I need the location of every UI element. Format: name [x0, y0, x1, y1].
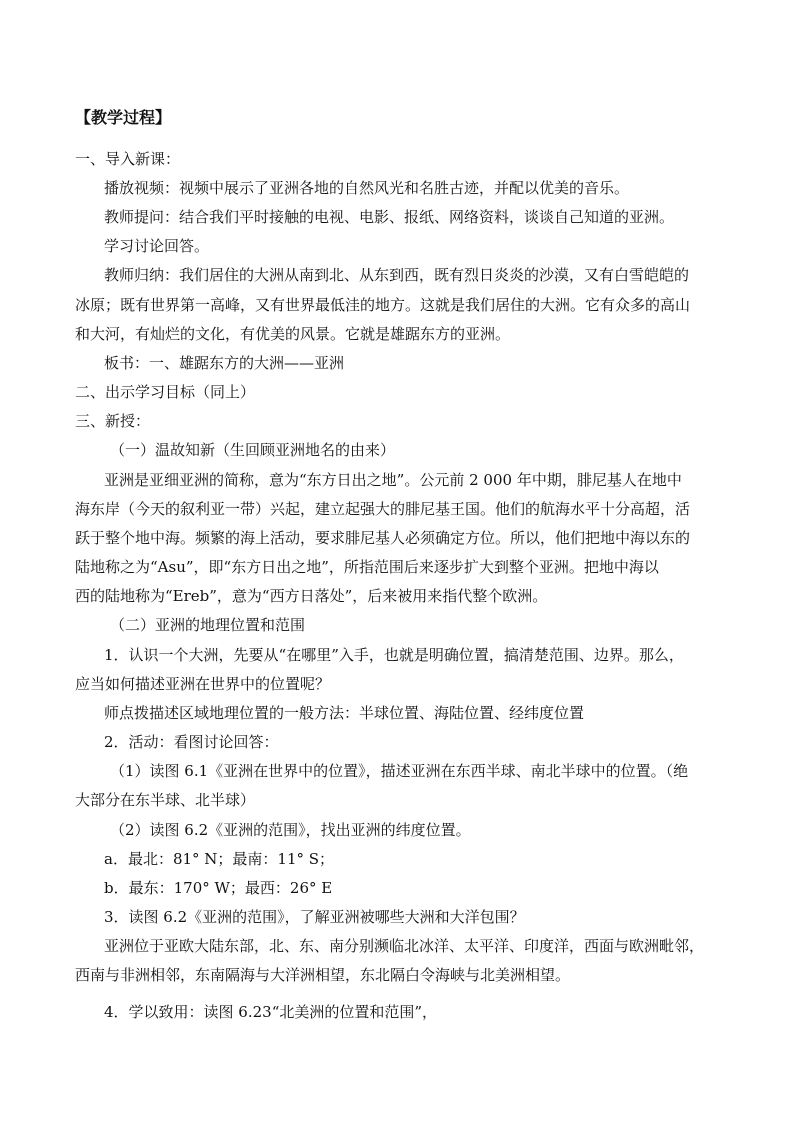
- heading-intro: 一、导入新课：: [75, 150, 181, 168]
- paragraph-line: 应当如何描述亚洲在世界中的位置呢？: [75, 675, 331, 693]
- paragraph-line: 陆地称之为“Asu”，即“东方日出之地”，所指范围后来逐步扩大到整个亚洲。把地中海以: [75, 558, 659, 576]
- paragraph-line: 3．读图 6.2《亚洲的范围》，了解亚洲被哪些大洲和大洋包围？: [104, 908, 525, 926]
- subheading-review: （一）温故知新（生回顾亚洲地名的由来）: [110, 441, 396, 459]
- paragraph-line: （1）读图 6.1《亚洲在世界中的位置》，描述亚洲在东西半球、南北半球中的位置。（绝: [110, 762, 689, 780]
- paragraph-line: 4．学以致用：读图 6.23“北美洲的位置和范围”，: [104, 1003, 438, 1021]
- paragraph-line: 1．认识一个大洲，先要从“在哪里”入手，也就是明确位置，搞清楚范围、边界。那么，: [104, 646, 684, 664]
- section-title: 【教学过程】: [75, 108, 172, 127]
- paragraph-line: 2．活动：看图讨论回答：: [104, 733, 279, 751]
- paragraph-line: 和大河，有灿烂的文化，有优美的风景。它就是雄踞东方的亚洲。: [75, 325, 511, 343]
- paragraph-line: 亚洲是亚细亚洲的简称，意为“东方日出之地”。公元前 2 000 年中期，腓尼基人在地中: [104, 471, 682, 489]
- paragraph-line: 亚洲位于亚欧大陆东部，北、东、南分别濒临北冰洋、太平洋、印度洋，西面与欧洲毗邻，: [104, 937, 705, 955]
- paragraph-line: 冰原；既有世界第一高峰，又有世界最低洼的地方。这就是我们居住的大洲。它有众多的高山: [75, 296, 691, 314]
- paragraph-line: 大部分在东半球、北半球）: [75, 791, 256, 809]
- paragraph-line: 海东岸（今天的叙利亚一带）兴起，建立起强大的腓尼基王国。他们的航海水平十分高超，活: [75, 500, 691, 518]
- paragraph-line: 学习讨论回答。: [104, 237, 210, 255]
- paragraph-line: 西的陆地称为“Ereb”，意为“西方日落处”，后来被用来指代整个欧洲。: [75, 587, 548, 605]
- heading-objectives: 二、出示学习目标（同上）: [75, 383, 256, 401]
- paragraph-line: a．最北：81° N；最南：11° S；: [104, 850, 335, 868]
- paragraph-line: 教师提问：结合我们平时接触的电视、电影、报纸、网络资料，谈谈自己知道的亚洲。: [104, 208, 675, 226]
- paragraph-line: 跃于整个地中海。频繁的海上活动，要求腓尼基人必须确定方位。所以，他们把地中海以东的: [75, 529, 691, 547]
- paragraph-line: 板书：一、雄踞东方的大洲——亚洲: [104, 354, 345, 372]
- paragraph-line: b．最东：170° W；最西：26° E: [104, 879, 333, 897]
- subheading-location: （二）亚洲的地理位置和范围: [110, 616, 306, 634]
- paragraph-line: 教师归纳：我们居住的大洲从南到北、从东到西，既有烈日炎炎的沙漠，又有白雪皑皑的: [104, 266, 690, 284]
- paragraph-line: 西南与非洲相邻，东南隔海与大洋洲相望，东北隔白令海峡与北美洲相望。: [75, 966, 571, 984]
- paragraph-line: （2）读图 6.2《亚洲的范围》，找出亚洲的纬度位置。: [110, 821, 471, 839]
- paragraph-line: 播放视频：视频中展示了亚洲各地的自然风光和名胜古迹，并配以优美的音乐。: [104, 179, 630, 197]
- heading-new-lesson: 三、新授：: [75, 412, 151, 430]
- paragraph-line: 师点拨描述区域地理位置的一般方法：半球位置、海陆位置、经纬度位置: [104, 704, 585, 722]
